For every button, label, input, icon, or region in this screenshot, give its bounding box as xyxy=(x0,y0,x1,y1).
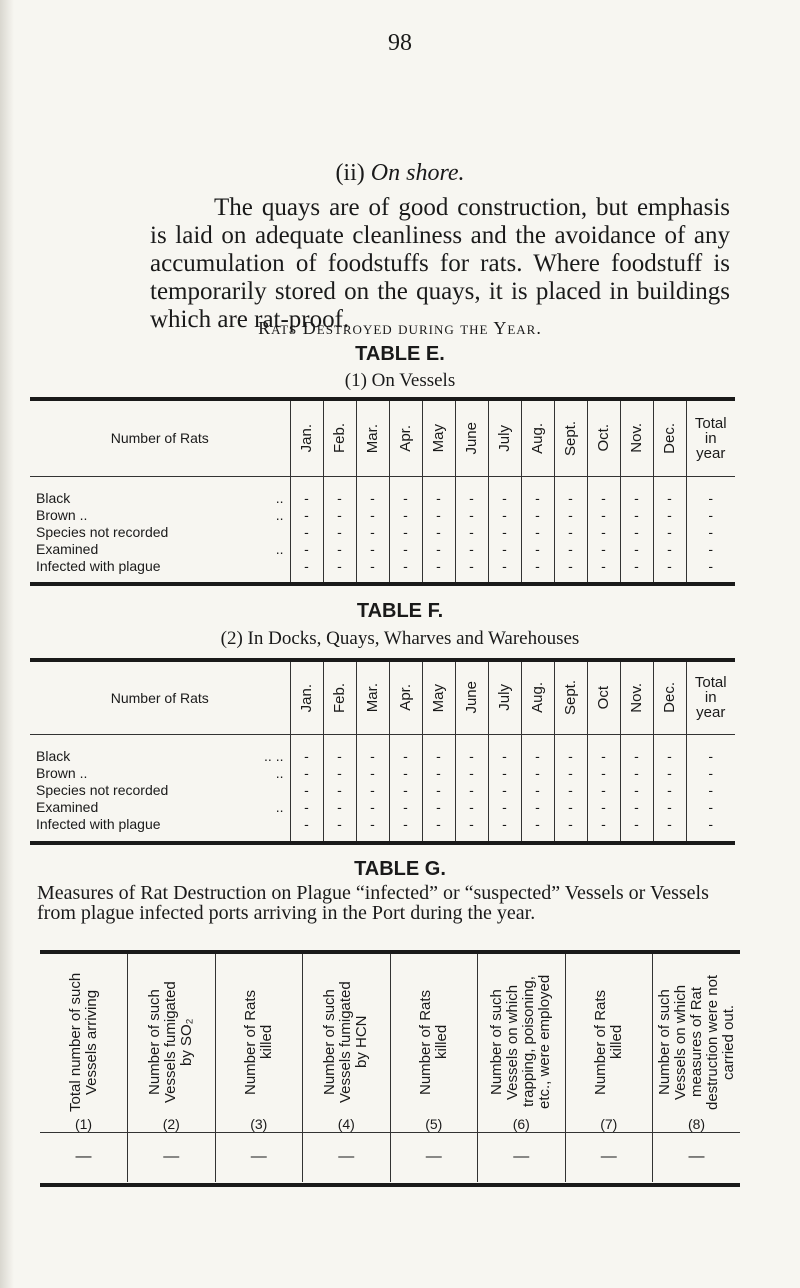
body-paragraph: The quays are of good construction, but emphasis is laid on adequate cleanliness and the avoidance of any accumulation of foodstuffs for rats. Where foodstuff is temporarily stored on the quays, it is placed in buildings which are rat-proof. xyxy=(150,194,730,333)
table-cell: - xyxy=(686,506,735,523)
table-g-column-number: (4) xyxy=(337,1115,355,1132)
table-cell: - xyxy=(521,781,554,798)
table-g-column-number: (8) xyxy=(687,1115,706,1132)
total-in-year-header: Total in year xyxy=(686,401,735,476)
total-in-year-header: Total in year xyxy=(686,662,735,734)
table-cell: - xyxy=(356,476,389,506)
table-row xyxy=(30,557,735,574)
month-header: Oct xyxy=(587,662,620,734)
table-cell: - xyxy=(488,476,521,506)
table-cell: - xyxy=(488,815,521,832)
table-cell: - xyxy=(587,798,620,815)
table-cell: - xyxy=(620,523,653,540)
table-cell: - xyxy=(455,476,488,506)
table-cell: - xyxy=(422,557,455,574)
row-label: Brown .. .. xyxy=(36,765,284,781)
month-header: July xyxy=(488,401,521,476)
table-cell: - xyxy=(488,734,521,764)
table-cell: - xyxy=(521,764,554,781)
table-g-value: — xyxy=(215,1132,303,1182)
table-g-label: TABLE G. xyxy=(354,858,446,880)
table-cell: - xyxy=(323,557,356,574)
table-cell: - xyxy=(422,734,455,764)
table-f-subtitle: (2) In Docks, Quays, Wharves and Warehouses xyxy=(220,628,580,649)
table-cell: - xyxy=(455,815,488,832)
table-cell: - xyxy=(422,781,455,798)
month-header: Feb. xyxy=(323,662,356,734)
table-cell: - xyxy=(389,540,422,557)
table-g-column-header: Number of Rats killed (5) xyxy=(390,954,478,1132)
table-g xyxy=(40,954,740,1182)
month-header: May xyxy=(422,401,455,476)
table-f-header-row xyxy=(30,662,735,734)
table-cell: - xyxy=(488,557,521,574)
month-header: July xyxy=(488,662,521,734)
table-cell: - xyxy=(620,815,653,832)
table-g-header-row xyxy=(40,954,740,1132)
table-cell: - xyxy=(686,557,735,574)
month-header: Jan. xyxy=(290,401,323,476)
page-number: 98 xyxy=(388,30,412,56)
table-e-header-row xyxy=(30,401,735,476)
table-g-column-header: Number of such Vessels fumigated by HCN (4) xyxy=(303,954,391,1132)
table-g-column-number: (7) xyxy=(600,1115,618,1132)
table-cell: - xyxy=(323,815,356,832)
table-cell: - xyxy=(455,798,488,815)
table-g-column-number: (6) xyxy=(512,1115,530,1132)
table-cell: - xyxy=(587,540,620,557)
table-g-value: — xyxy=(390,1132,478,1182)
month-header: Aug. xyxy=(521,662,554,734)
table-g-column-header: Total number of such Vessels arriving (1) xyxy=(40,954,128,1132)
table-g-column-number: (3) xyxy=(250,1115,268,1132)
table-cell: - xyxy=(521,557,554,574)
table-g-bottom-rule xyxy=(40,1183,740,1187)
month-header: Mar. xyxy=(356,401,389,476)
row-label: Species not recorded xyxy=(36,524,169,540)
table-cell: - xyxy=(686,764,735,781)
table-cell: - xyxy=(389,798,422,815)
month-header: June xyxy=(455,662,488,734)
month-header: Nov. xyxy=(620,401,653,476)
table-cell: - xyxy=(389,506,422,523)
table-cell: - xyxy=(653,798,686,815)
month-header: Oct. xyxy=(587,401,620,476)
table-g-value: — xyxy=(75,1148,92,1166)
table-cell: - xyxy=(455,764,488,781)
table-cell: - xyxy=(290,815,323,832)
table-cell: - xyxy=(686,798,735,815)
table-cell: - xyxy=(389,476,422,506)
table-row xyxy=(30,781,735,798)
table-row xyxy=(30,540,735,557)
table-row xyxy=(30,506,735,523)
table-cell: - xyxy=(686,523,735,540)
row-label: Infected with plague xyxy=(36,816,161,832)
table-f-label: TABLE F. xyxy=(356,600,444,622)
section-heading xyxy=(0,160,800,187)
month-header: Apr. xyxy=(389,401,422,476)
table-g-column-number: (2) xyxy=(162,1115,180,1132)
section-numeral: (ii) xyxy=(335,160,365,186)
table-cell: - xyxy=(587,476,620,506)
table-g-column-header: Number of such Vessels fumigated by SO₂ (2) xyxy=(128,954,216,1132)
table-cell: - xyxy=(488,506,521,523)
table-f xyxy=(30,662,735,844)
month-header: Dec. xyxy=(653,662,686,734)
table-g-column-header: Number of such Vessels on which measures of Rat destruction were not carried out. (8) xyxy=(653,954,741,1132)
table-cell: - xyxy=(620,476,653,506)
table-cell: - xyxy=(323,523,356,540)
table-cell: - xyxy=(356,764,389,781)
table-cell: - xyxy=(521,540,554,557)
table-cell: - xyxy=(554,815,587,832)
table-cell: - xyxy=(389,523,422,540)
table-cell: - xyxy=(653,476,686,506)
table-cell: - xyxy=(356,540,389,557)
table-cell: - xyxy=(323,798,356,815)
table-cell: - xyxy=(620,781,653,798)
section-title: On shore. xyxy=(370,160,465,186)
table-cell: - xyxy=(389,557,422,574)
table-f-row-header: Number of Rats xyxy=(30,662,290,734)
table-cell: - xyxy=(323,734,356,764)
table-cell: - xyxy=(488,798,521,815)
table-cell: - xyxy=(455,781,488,798)
table-row xyxy=(30,476,735,506)
table-f-bottom-rule xyxy=(30,841,735,845)
table-cell: - xyxy=(290,781,323,798)
table-cell: - xyxy=(653,734,686,764)
month-header: Apr. xyxy=(389,662,422,734)
table-cell: - xyxy=(488,523,521,540)
table-e-row-header: Number of Rats xyxy=(30,401,290,476)
rats-destroyed-title: Rats Destroyed during the Year. xyxy=(258,318,542,338)
month-header: Feb. xyxy=(323,401,356,476)
table-cell: - xyxy=(554,506,587,523)
table-g-column-number: (5) xyxy=(425,1115,443,1132)
table-cell: - xyxy=(653,540,686,557)
table-cell: - xyxy=(587,557,620,574)
table-cell: - xyxy=(389,815,422,832)
table-cell: - xyxy=(323,506,356,523)
table-cell: - xyxy=(620,764,653,781)
table-cell: - xyxy=(422,764,455,781)
table-cell: - xyxy=(686,734,735,764)
table-cell: - xyxy=(521,734,554,764)
row-label: Examined .. xyxy=(36,541,284,557)
table-cell: - xyxy=(521,523,554,540)
table-cell: - xyxy=(686,781,735,798)
month-header: May xyxy=(422,662,455,734)
row-label: Species not recorded xyxy=(36,782,169,798)
table-g-column-number: (1) xyxy=(74,1115,93,1132)
table-cell: - xyxy=(686,476,735,506)
table-g-column-header: Number of Rats killed (7) xyxy=(565,954,653,1132)
table-cell: - xyxy=(554,764,587,781)
table-cell: - xyxy=(290,540,323,557)
table-cell: - xyxy=(587,734,620,764)
month-header: Dec. xyxy=(653,401,686,476)
table-cell: - xyxy=(620,798,653,815)
table-cell: - xyxy=(389,764,422,781)
table-cell: - xyxy=(422,506,455,523)
table-cell: - xyxy=(356,557,389,574)
table-cell: - xyxy=(587,781,620,798)
table-row xyxy=(30,734,735,764)
table-cell: - xyxy=(422,476,455,506)
table-cell: - xyxy=(290,798,323,815)
table-cell: - xyxy=(488,540,521,557)
table-g-description: Measures of Rat Destruction on Plague “infected” or “suspected” Vessels or Vessels from plague infected ports arriving in the Port during the year. xyxy=(37,882,709,924)
table-row xyxy=(30,815,735,832)
table-cell: - xyxy=(323,764,356,781)
table-cell: - xyxy=(653,523,686,540)
table-cell: - xyxy=(554,781,587,798)
table-g-value-row xyxy=(40,1132,740,1182)
table-g-column-header: Number of Rats killed (3) xyxy=(215,954,303,1132)
month-header: Aug. xyxy=(521,401,554,476)
table-cell: - xyxy=(587,506,620,523)
table-cell: - xyxy=(356,798,389,815)
table-cell: - xyxy=(620,557,653,574)
table-g-value: — xyxy=(128,1132,216,1182)
table-cell: - xyxy=(422,523,455,540)
table-cell: - xyxy=(653,557,686,574)
month-header: Sept. xyxy=(554,401,587,476)
table-g-value: — xyxy=(478,1132,566,1182)
table-e-label: TABLE E. xyxy=(355,343,445,365)
table-cell: - xyxy=(521,476,554,506)
table-cell: - xyxy=(422,540,455,557)
row-label: Black .. .. xyxy=(36,748,284,764)
table-cell: - xyxy=(554,798,587,815)
table-e xyxy=(30,401,735,586)
table-cell: - xyxy=(686,815,735,832)
table-cell: - xyxy=(356,523,389,540)
table-g-column-header: Number of such Vessels on which trapping, poisoning, etc., were employed (6) xyxy=(478,954,566,1132)
table-cell: - xyxy=(422,798,455,815)
table-cell: - xyxy=(290,734,323,764)
table-cell: - xyxy=(554,540,587,557)
table-g-value: — xyxy=(303,1132,391,1182)
table-cell: - xyxy=(488,781,521,798)
table-cell: - xyxy=(620,540,653,557)
table-cell: - xyxy=(653,815,686,832)
table-cell: - xyxy=(587,523,620,540)
table-cell: - xyxy=(653,764,686,781)
row-label: Black .. xyxy=(36,490,284,506)
table-cell: - xyxy=(389,781,422,798)
table-cell: - xyxy=(554,557,587,574)
month-header: Sept. xyxy=(554,662,587,734)
table-cell: - xyxy=(323,540,356,557)
table-cell: - xyxy=(455,557,488,574)
table-cell: - xyxy=(653,506,686,523)
table-cell: - xyxy=(323,781,356,798)
table-cell: - xyxy=(455,506,488,523)
table-cell: - xyxy=(554,734,587,764)
table-e-bottom-rule xyxy=(30,582,735,586)
table-cell: - xyxy=(554,476,587,506)
table-cell: - xyxy=(620,734,653,764)
table-cell: - xyxy=(521,506,554,523)
table-cell: - xyxy=(290,764,323,781)
table-cell: - xyxy=(356,815,389,832)
table-cell: - xyxy=(620,506,653,523)
table-g-value: — xyxy=(565,1132,653,1182)
table-cell: - xyxy=(290,476,323,506)
table-cell: - xyxy=(455,523,488,540)
table-row xyxy=(30,764,735,781)
table-cell: - xyxy=(587,764,620,781)
table-cell: - xyxy=(323,476,356,506)
month-header: Mar. xyxy=(356,662,389,734)
table-cell: - xyxy=(455,540,488,557)
table-cell: - xyxy=(356,781,389,798)
row-label: Brown .. .. xyxy=(36,507,284,523)
table-cell: - xyxy=(356,506,389,523)
table-cell: - xyxy=(488,764,521,781)
table-cell: - xyxy=(653,781,686,798)
table-cell: - xyxy=(290,506,323,523)
month-header: Jan. xyxy=(290,662,323,734)
table-cell: - xyxy=(455,734,488,764)
table-cell: - xyxy=(587,815,620,832)
table-g-value: — xyxy=(653,1132,741,1182)
month-header: June xyxy=(455,401,488,476)
month-header: Nov. xyxy=(620,662,653,734)
row-label: Infected with plague xyxy=(36,558,161,574)
table-row xyxy=(30,523,735,540)
table-cell: - xyxy=(521,815,554,832)
table-cell: - xyxy=(389,734,422,764)
table-cell: - xyxy=(422,815,455,832)
table-row xyxy=(30,798,735,815)
table-cell: - xyxy=(686,540,735,557)
table-e-subtitle: (1) On Vessels xyxy=(344,370,456,391)
row-label: Examined .. xyxy=(36,799,284,815)
table-cell: - xyxy=(554,523,587,540)
table-cell: - xyxy=(290,557,323,574)
table-cell: - xyxy=(521,798,554,815)
table-cell: - xyxy=(290,523,323,540)
table-cell: - xyxy=(356,734,389,764)
